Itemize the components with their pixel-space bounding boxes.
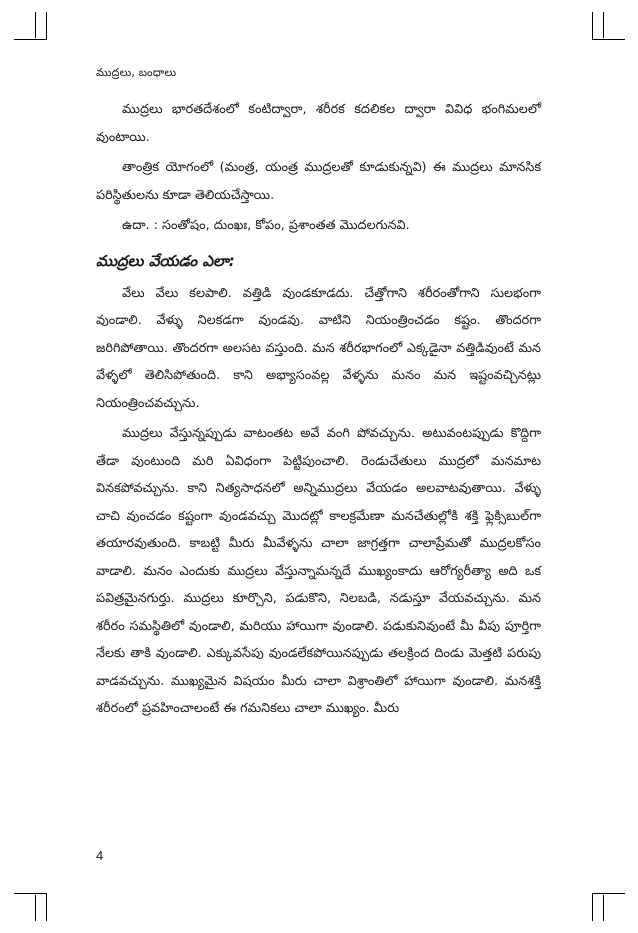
- crop-mark-tr-v: [592, 12, 593, 40]
- section-heading: ముద్రలు వేయడం ఎలా:: [96, 251, 235, 270]
- crop-mark-bl-v: [35, 895, 36, 921]
- crop-mark-bl-h: [14, 893, 47, 894]
- crop-mark-bl-v2: [46, 893, 47, 921]
- crop-mark-tl-v: [35, 12, 36, 38]
- page-number: 4: [96, 848, 104, 863]
- crop-mark-tl-v2: [46, 12, 47, 40]
- crop-mark-tr-h: [592, 39, 625, 40]
- page-body: [96, 96, 541, 723]
- paragraph-intro: ముద్రలు భారతదేశంలో కంటిద్వారా, శరీరక కదలికల ద్వారా వివిధ భంగిమలలో వుంటాయి.: [96, 102, 541, 145]
- paragraph-practice: ముద్రలు వేస్తున్నప్పుడు వాటంతట అవే వంగి పోవచ్చును. అటువంటప్పుడు కొద్దిగా తేడా వుంటుంది మరి ఏవిధంగా పెట్టిపుంచాలి. రెండుచేతులు ముద్రలో మనమాట వినకపోవచ్చును. కాని నిత్యసాధనలో అన్నిముద్రలు వేయడం అలవాటవుతాయి. వేళ్ళు చాచి వుంచడం కష్టంగా వుండవచ్చు మొదట్లో కాలక్రమేణా మనచేతుల్లోకి శక్తి ఫ్లెక్సిబుల్‌గా తయారవుతుంది. కాబట్టి మీరు మీవేళ్ళను చాలా జాగ్రత్తగా చాలాప్రేమతో ముద్రలకోసం వాడాలి. మనం ఎందుకు ముద్రలు వేస్తున్నామన్నదే ముఖ్యంకాదు ఆరోగ్యరీత్యా అది ఒక పవిత్రమైనగుర్తు. ముద్రలు కూర్చొని, పడుకొని, నిలబడి, నడుస్తూ వేయవచ్చును. మన శరీరం సమస్థితిలో వుండాలి, మరియు హాయిగా వుండాలి. పడుకునివుంటే మీ వీపు పూర్తిగా నేలకు తాకి వుండాలి. ఎక్కువసేపు వుండలేకపోయినప్పుడు తలక్రింద దిండు మెత్తటి పరుపు వాడవచ్చును. ముఖ్యమైన విషయం మీరు చాలా విశ్రాంతిలో హాయిగా వుండాలి. మనశక్తి శరీరంలో ప్రవహించాలంటే ఈ గమనికలు చాలా ముఖ్యం. మీరు: [96, 426, 541, 716]
- running-header: ముద్రలు, బంధాలు: [96, 66, 177, 79]
- paragraph-tantric: తాంత్రిక యోగంలో (మంత్ర, యంత్ర ముద్రలతో కూడుకున్నవి) ఈ ముద్రలు మానసిక పరిస్థితులను కూడా తెలియచేస్తాయి.: [96, 160, 541, 203]
- paragraph-fingers: వేలు వేలు కలపాలి. వత్తిడి వుండకూడదు. చేత్తోగాని శరీరంతోగాని సులభంగా వుండాలి. వేళ్ళు నిలకడగా వుండవు. వాటిని నియంత్రించడం కష్టం. తొందరగా జరిగిపోతాయి. తొందరగా అలసట వస్తుంది. మన శరీరభాగంలో ఎక్కడైనా వత్తిడివుంటే మన వేళ్ళలో తెలిసిపోతుంది. కాని అభ్యాసంవల్ల వేళ్ళను మనం మన ఇష్టంవచ్చినట్లు నియంత్రించవచ్చును.: [96, 285, 541, 411]
- crop-mark-br-v2: [603, 895, 604, 921]
- crop-mark-tr-v2: [603, 12, 604, 38]
- crop-mark-br-h: [592, 893, 625, 894]
- crop-mark-br-v: [592, 893, 593, 921]
- paragraph-example: ఉదా. : సంతోషం, దుంఖః, కోపం, ప్రశాంతత మొదలగునవి.: [122, 218, 410, 233]
- crop-mark-tl-h: [14, 39, 47, 40]
